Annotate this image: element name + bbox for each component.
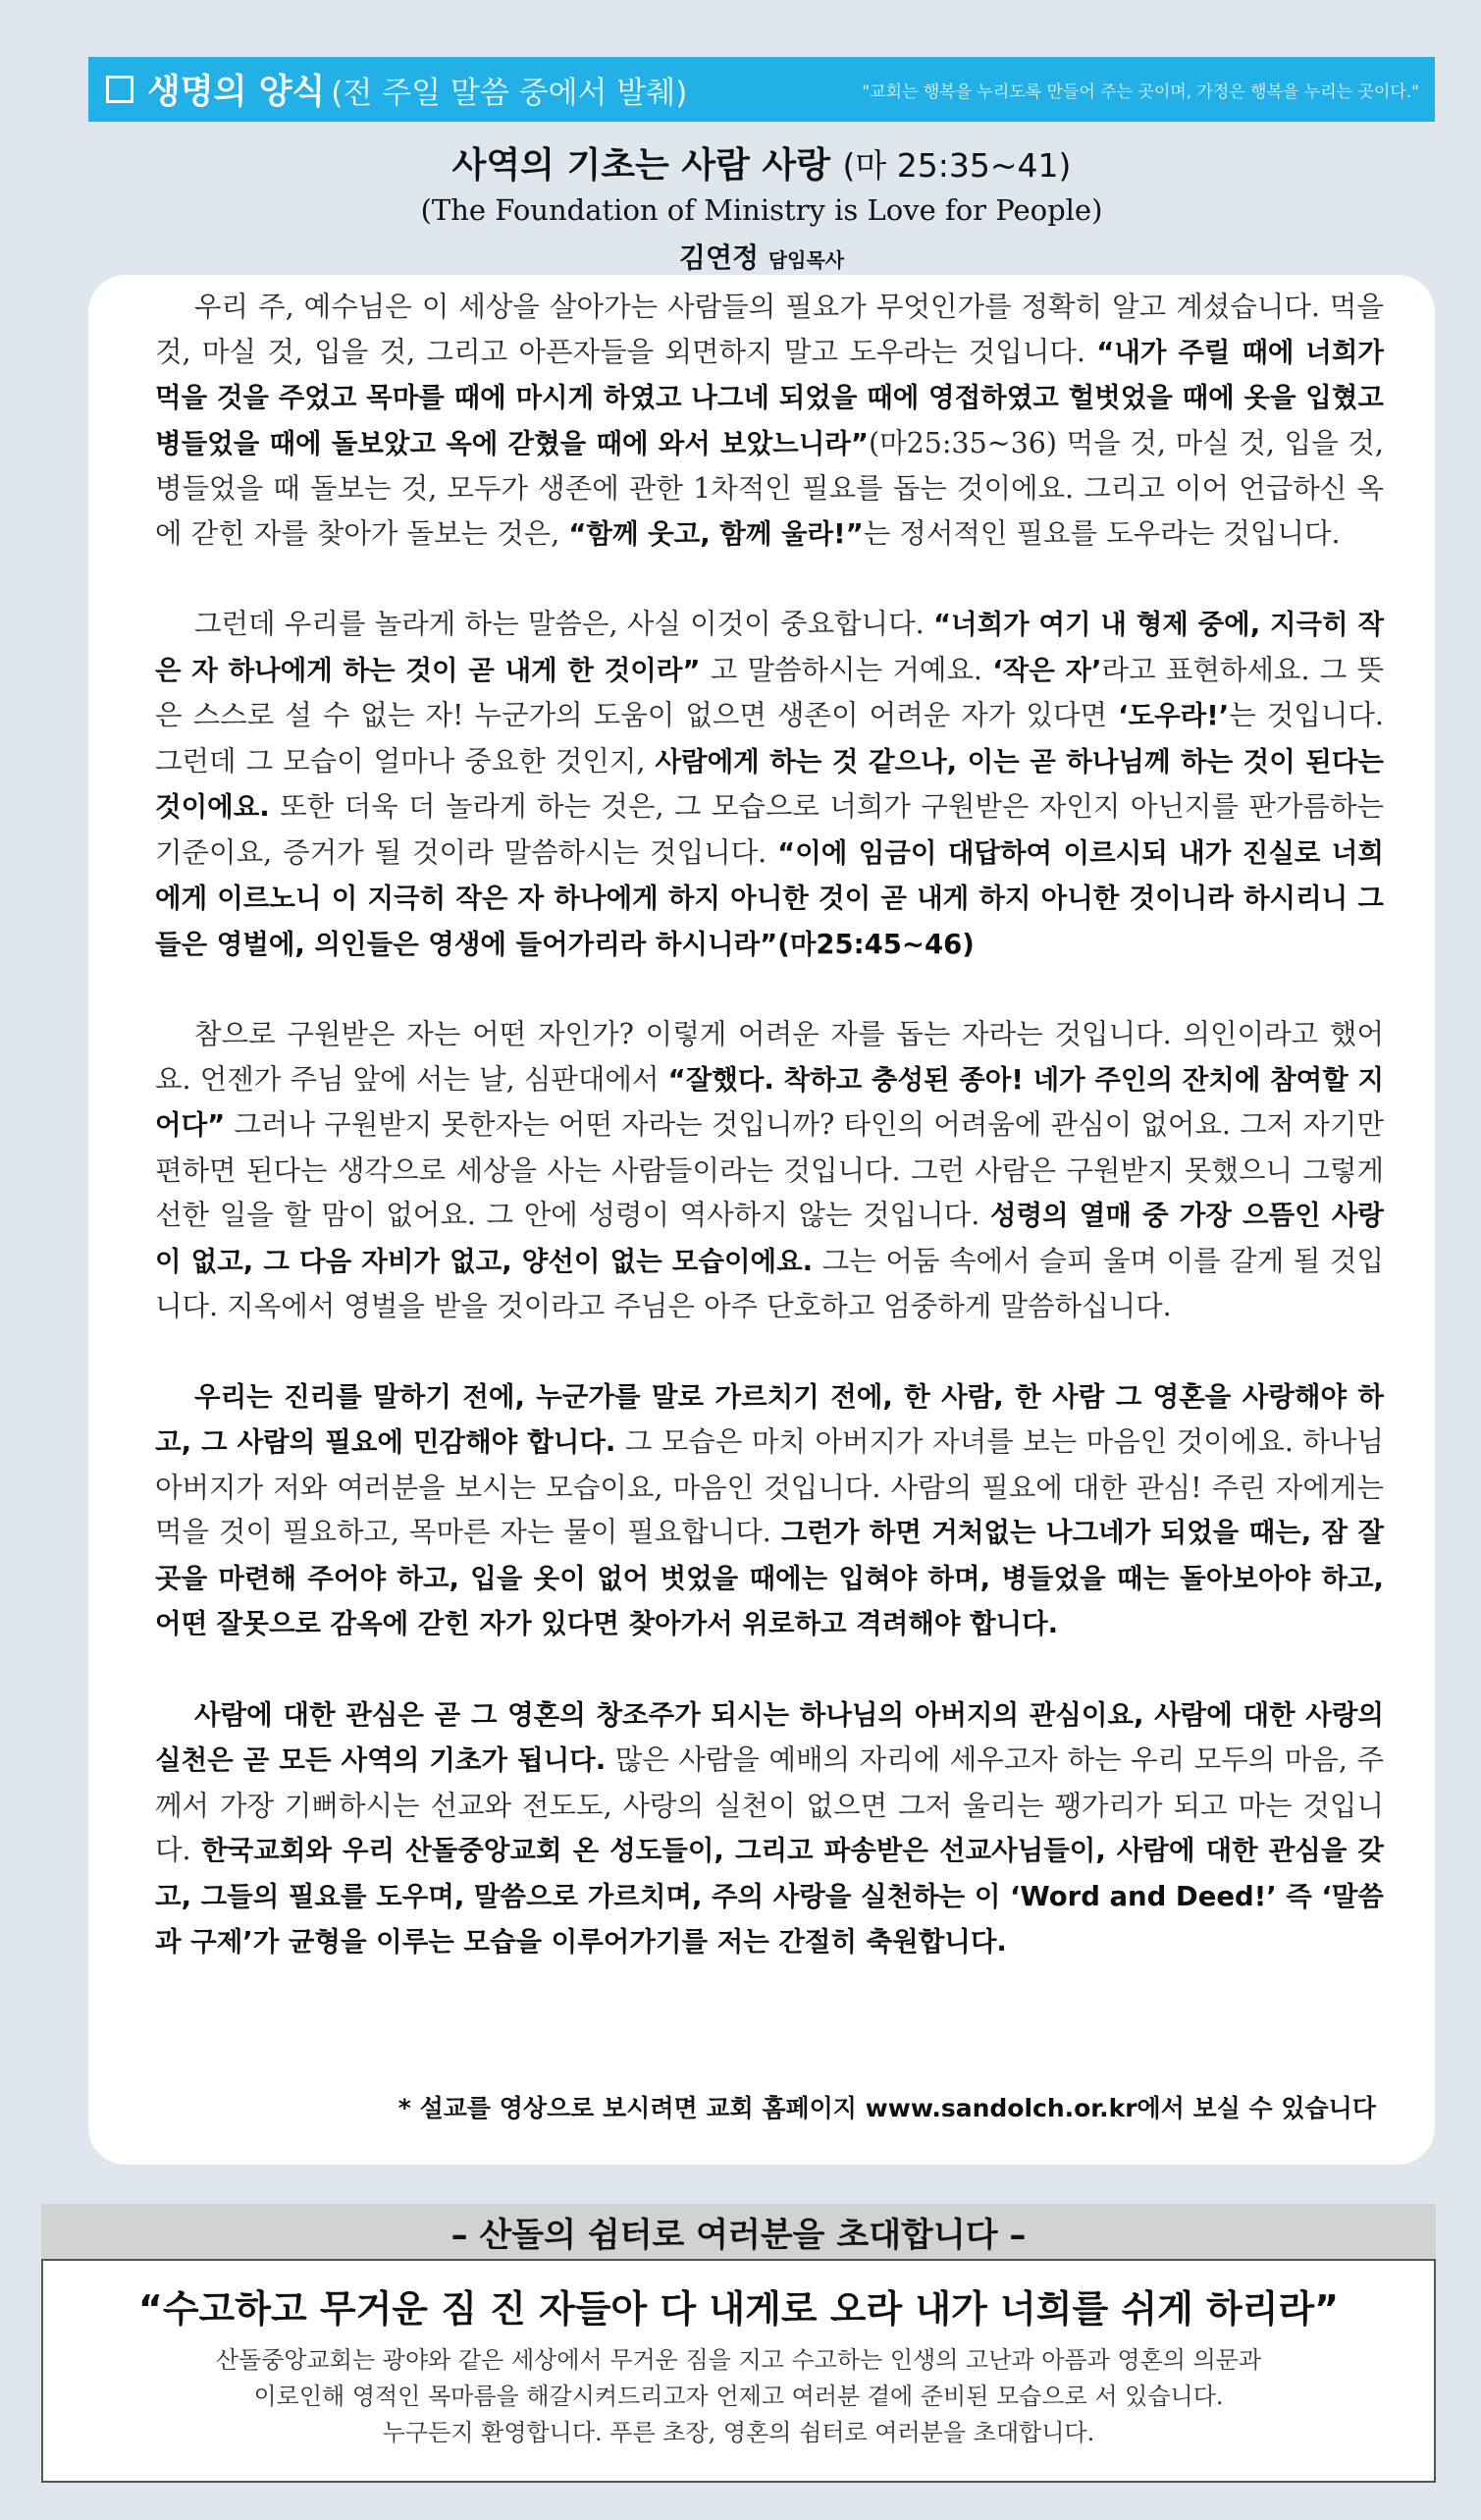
- sermon-paragraph-2: [155, 602, 1384, 967]
- sermon-body: [155, 285, 1384, 2011]
- sermon-paragraph-3: [155, 1012, 1384, 1329]
- body-text: 또한 더욱 더 놀라게 하는 것은, 그 모습으로 너희가 구원받은 자인지 아닌지를 판가름하는 기준이요, 증거가 될 것이라 말씀하시는 것입니다.: [155, 790, 1384, 869]
- emphasis-text: “이에 임금이 대답하여 이르시되 내가 진실로 너희에게 이르노니 이 지극히 작은 자 하나에게 하지 아니한 것이 곧 내게 하지 아니한 것이니라 하시리니 그들은 영벌에, 의인들은 영생에 들어가리라 하시니라”(마25:45~46): [155, 836, 1384, 960]
- emphasis-text: 사람에게 하는 것 같으나, 이는 곧 하나님께 하는 것이 된다는 것이에요.: [155, 745, 1384, 823]
- sermon-english-title: (The Foundation of Ministry is Love for People): [420, 193, 1103, 227]
- body-text: (마25:35~36) 먹을 것, 마실 것, 입을 것, 병들었을 때 돌보는 것, 모두가 생존에 관한 1차적인 필요를 돕는 것이에요. 그리고 이어 언급하신 옥에 갇힌 자를 찾아가 돌보는 것은,: [155, 426, 1384, 550]
- emphasis-text: “잘했다. 착하고 충성된 종아! 네가 주인의 잔치에 참여할 지어다”: [155, 1063, 1385, 1141]
- sermon-title: 사역의 기초는 사람 사랑: [451, 145, 830, 186]
- emphasis-text: 사람에 대한 관심은 곧 그 영혼의 창조주가 되시는 하나님의 아버지의 관심이요, 사람에 대한 사랑의 실천은 곧 모든 사역의 기초가 됩니다.: [155, 1698, 1384, 1776]
- video-note: * 설교를 영상으로 보시려면 교회 홈페이지 www.sandolch.or.kr에서 보실 수 있습니다: [397, 2094, 1376, 2122]
- emphasis-text: ‘작은 자’: [992, 654, 1102, 686]
- section-subtitle: (전 주일 말씀 중에서 발췌): [331, 75, 688, 111]
- emphasis-text: 우리는 진리를 말하기 전에, 누군가를 말로 가르치기 전에, 한 사람, 한 사람 그 영혼을 사랑해야 하고, 그 사람의 필요에 민감해야 합니다.: [155, 1380, 1384, 1458]
- invitation-heading: – 산돌의 쉼터로 여러분을 초대합니다 –: [450, 2215, 1027, 2255]
- sermon-heading: [88, 137, 1435, 276]
- author-name: 김연정: [678, 241, 760, 274]
- body-text: 많은 사람을 예배의 자리에 세우고자 하는 우리 모두의 마음, 주께서 가장 기뻐하시는 선교와 전도도, 사랑의 실천이 없으면 그저 울리는 꽹가리가 되고 마는 것입니다.: [155, 1743, 1384, 1866]
- body-text: 그런데 우리를 놀라게 하는 말씀은, 사실 이것이 중요합니다.: [194, 608, 933, 640]
- invitation-line: 누구든지 환영합니다. 푸른 초장, 영혼의 쉼터로 여러분을 초대합니다.: [382, 2419, 1095, 2446]
- emphasis-text: 성령의 열매 중 가장 으뜸인 사랑이 없고, 그 다음 자비가 없고, 양선이 없는 모습이에요.: [155, 1200, 1384, 1277]
- invitation-bar: [41, 2204, 1436, 2259]
- sermon-paragraph-5: [155, 1692, 1384, 1965]
- emphasis-text: ‘도우라!’: [1118, 700, 1230, 731]
- sermon-reference: (마 25:35~41): [842, 146, 1072, 185]
- body-text: 고 말씀하시는 거예요.: [700, 653, 993, 686]
- body-text: 라고 표현하세요. 그 뜻은 스스로 설 수 없는 자! 누군가의 도움이 없으면 생존이 어려운 자가 있다면: [155, 653, 1384, 731]
- invitation-lines: [43, 2342, 1434, 2451]
- invitation-line: 산돌중앙교회는 광야와 같은 세상에서 무거운 짐을 지고 수고하는 인생의 고난과 아픔과 영혼의 의문과: [215, 2346, 1262, 2374]
- invitation-quote: “수고하고 무거운 짐 진 자들아 다 내게로 오라 내가 너희를 쉬게 하리라”: [137, 2287, 1340, 2331]
- emphasis-text: “너희가 여기 내 형제 중에, 지극히 작은 자 하나에게 하는 것이 곧 내게 한 것이라”: [155, 609, 1385, 686]
- body-text: 는 정서적인 필요를 도우라는 것입니다.: [863, 516, 1341, 550]
- checkbox-square-icon: [106, 76, 133, 103]
- section-header-bar: [88, 57, 1435, 122]
- sermon-author: [88, 237, 1435, 276]
- emphasis-text: 한국교회와 우리 산돌중앙교회 온 성도들이, 그리고 파송받은 선교사님들이, 사람에 대한 관심을 갖고, 그들의 필요를 도우며, 말씀으로 가르치며, 주의 사랑을 실천하는 이 ‘Word and Deed!’ 즉 ‘말씀과 구제’가 균형을 이루는 모습을 이루어가기를 저는 간절히 축원합니다.: [155, 1835, 1384, 1957]
- body-text: 참으로 구원받은 자는 어떤 자인가? 이렇게 어려운 자를 돕는 자라는 것입니다. 의인이라고 했어요. 언젠가 주님 앞에 서는 날, 심판대에서: [155, 1018, 1384, 1096]
- body-text: 그는 어둠 속에서 슬피 울며 이를 갈게 될 것입니다. 지옥에서 영벌을 받을 것이라고 주님은 아주 단호하고 엄중하게 말씀하십니다.: [155, 1244, 1385, 1322]
- body-text: 우리 주, 예수님은 이 세상을 살아가는 사람들의 필요가 무엇인가를 정확히 알고 계셨습니다. 먹을 것, 마실 것, 입을 것, 그리고 아픈자들을 외면하지 말고 도우라는 것입니다.: [155, 291, 1384, 368]
- body-text: 그 모습은 마치 아버지가 자녀를 보는 마음인 것이에요. 하나님 아버지가 저와 여러분을 보시는 모습이요, 마음인 것입니다. 사람의 필요에 대한 관심! 주린 자에게는 먹을 것이 필요하고, 목마른 자는 물이 필요합니다.: [155, 1425, 1384, 1548]
- sermon-title-line: [88, 137, 1435, 188]
- section-title: 생명의 양식: [147, 73, 326, 112]
- invitation-box: [41, 2259, 1436, 2483]
- sermon-paragraph-4: [155, 1374, 1384, 1647]
- emphasis-text: 그런가 하면 거처없는 나그네가 되었을 때는, 잠 잘 곳을 마련해 주어야 하고, 입을 옷이 없어 벗었을 때에는 입혀야 하며, 병들었을 때는 돌아보아야 하고, 어떤 잘못으로 감옥에 갇힌 자가 있다면 찾아가서 위로하고 격려해야 합니다.: [155, 1517, 1385, 1639]
- author-role: 담임목사: [767, 248, 845, 272]
- emphasis-text: “내가 주릴 때에 너희가 먹을 것을 주었고 목마를 때에 마시게 하였고 나그네 되었을 때에 영접하였고 헐벗었을 때에 옷을 입혔고 병들었을 때에 돌보았고 옥에 갇혔을 때에 와서 보았느니라”: [155, 336, 1384, 459]
- emphasis-text: “함께 웃고, 함께 울라!”: [568, 517, 864, 550]
- body-text: 그러나 구원받지 못한자는 어떤 자라는 것입니까? 타인의 어려움에 관심이 없어요. 그저 자기만 편하면 된다는 생각으로 세상을 사는 사람들이라는 것입니다. 그런 사람은 구원받지 못했으니 그렇게 선한 일을 할 맘이 없어요. 그 안에 성령이 역사하지 않는 것입니다.: [155, 1108, 1384, 1231]
- section-tagline: "교회는 행복을 누리도록 만들어 주는 곳이며, 가정은 행복을 누리는 곳이다.": [862, 81, 1419, 102]
- invitation-line: 이로인해 영적인 목마름을 해갈시켜드리고자 언제고 여러분 곁에 준비된 모습으로 서 있습니다.: [253, 2383, 1224, 2410]
- body-text: 는 것입니다. 그런데 그 모습이 얼마나 중요한 것인지,: [155, 699, 1384, 777]
- sermon-paragraph-1: [155, 285, 1384, 557]
- sermon-card: [88, 275, 1435, 2165]
